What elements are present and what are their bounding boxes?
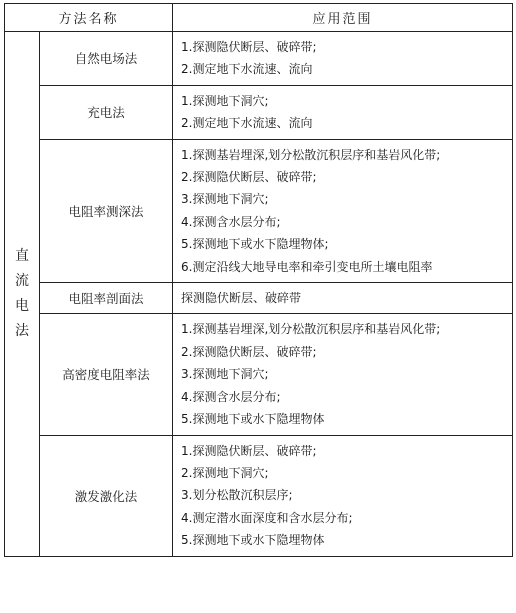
- group-label-char: 法: [15, 322, 29, 339]
- table-header-row: [5, 4, 513, 32]
- application-item: 6.测定沿线大地导电率和牵引变电所土壤电阻率: [181, 259, 433, 274]
- application-item: 4.探测含水层分布;: [181, 214, 281, 229]
- application-item: 1.探测地下洞穴;: [181, 93, 269, 108]
- application-item: 3.划分松散沉积层序;: [181, 488, 293, 503]
- header-application-scope: 应用范围: [173, 4, 513, 32]
- method-name-cell: 自然电场法: [40, 32, 173, 86]
- application-item: 4.探测含水层分布;: [181, 389, 281, 404]
- application-item: 2.探测地下洞穴;: [181, 465, 269, 480]
- table-row: [5, 435, 513, 556]
- table-body: [5, 32, 513, 557]
- table-row: [5, 283, 513, 314]
- application-item: 1.探测基岩埋深,划分松散沉积层序和基岩风化带;: [181, 322, 441, 337]
- group-label-cell: [5, 32, 40, 557]
- application-scope-cell: [173, 314, 513, 435]
- application-item: 5.探测地下或水下隐埋物体: [181, 533, 325, 548]
- application-item: 2.测定地下水流速、流向: [181, 116, 313, 131]
- group-label-char: 流: [15, 272, 29, 289]
- method-name-cell: 高密度电阻率法: [40, 314, 173, 435]
- table-row: [5, 139, 513, 282]
- application-item: 5.探测地下或水下隐埋物体: [181, 412, 325, 427]
- application-scope-cell: [173, 85, 513, 139]
- group-label-char: 电: [15, 297, 29, 314]
- application-item: 2.探测隐伏断层、破碎带;: [181, 170, 317, 185]
- method-name-cell: 电阻率剖面法: [40, 283, 173, 314]
- application-item: 3.探测地下洞穴;: [181, 192, 269, 207]
- application-item: 1.探测隐伏断层、破碎带;: [181, 40, 317, 54]
- application-item: 探测隐伏断层、破碎带: [181, 291, 302, 306]
- table-row: [5, 85, 513, 139]
- table-row: [5, 314, 513, 435]
- application-item: 2.探测隐伏断层、破碎带;: [181, 344, 317, 359]
- header-method-name: 方法名称: [5, 4, 173, 32]
- application-scope-cell: [173, 435, 513, 556]
- application-item: 1.探测基岩埋深,划分松散沉积层序和基岩风化带;: [181, 147, 441, 162]
- application-item: 3.探测地下洞穴;: [181, 367, 269, 382]
- application-scope-cell: [173, 283, 513, 314]
- application-item: 5.探测地下或水下隐埋物体;: [181, 237, 329, 252]
- application-item: 4.测定潜水面深度和含水层分布;: [181, 510, 353, 525]
- table-row: [5, 32, 513, 86]
- method-name-cell: 充电法: [40, 85, 173, 139]
- application-scope-cell: [173, 32, 513, 86]
- application-item: 1.探测隐伏断层、破碎带;: [181, 443, 317, 458]
- method-name-cell: 激发激化法: [40, 435, 173, 556]
- group-label-char: 直: [15, 247, 29, 264]
- method-name-cell: 电阻率测深法: [40, 139, 173, 282]
- application-item: 2.测定地下水流速、流向: [181, 62, 313, 77]
- methods-table: [4, 3, 513, 557]
- application-scope-cell: [173, 139, 513, 282]
